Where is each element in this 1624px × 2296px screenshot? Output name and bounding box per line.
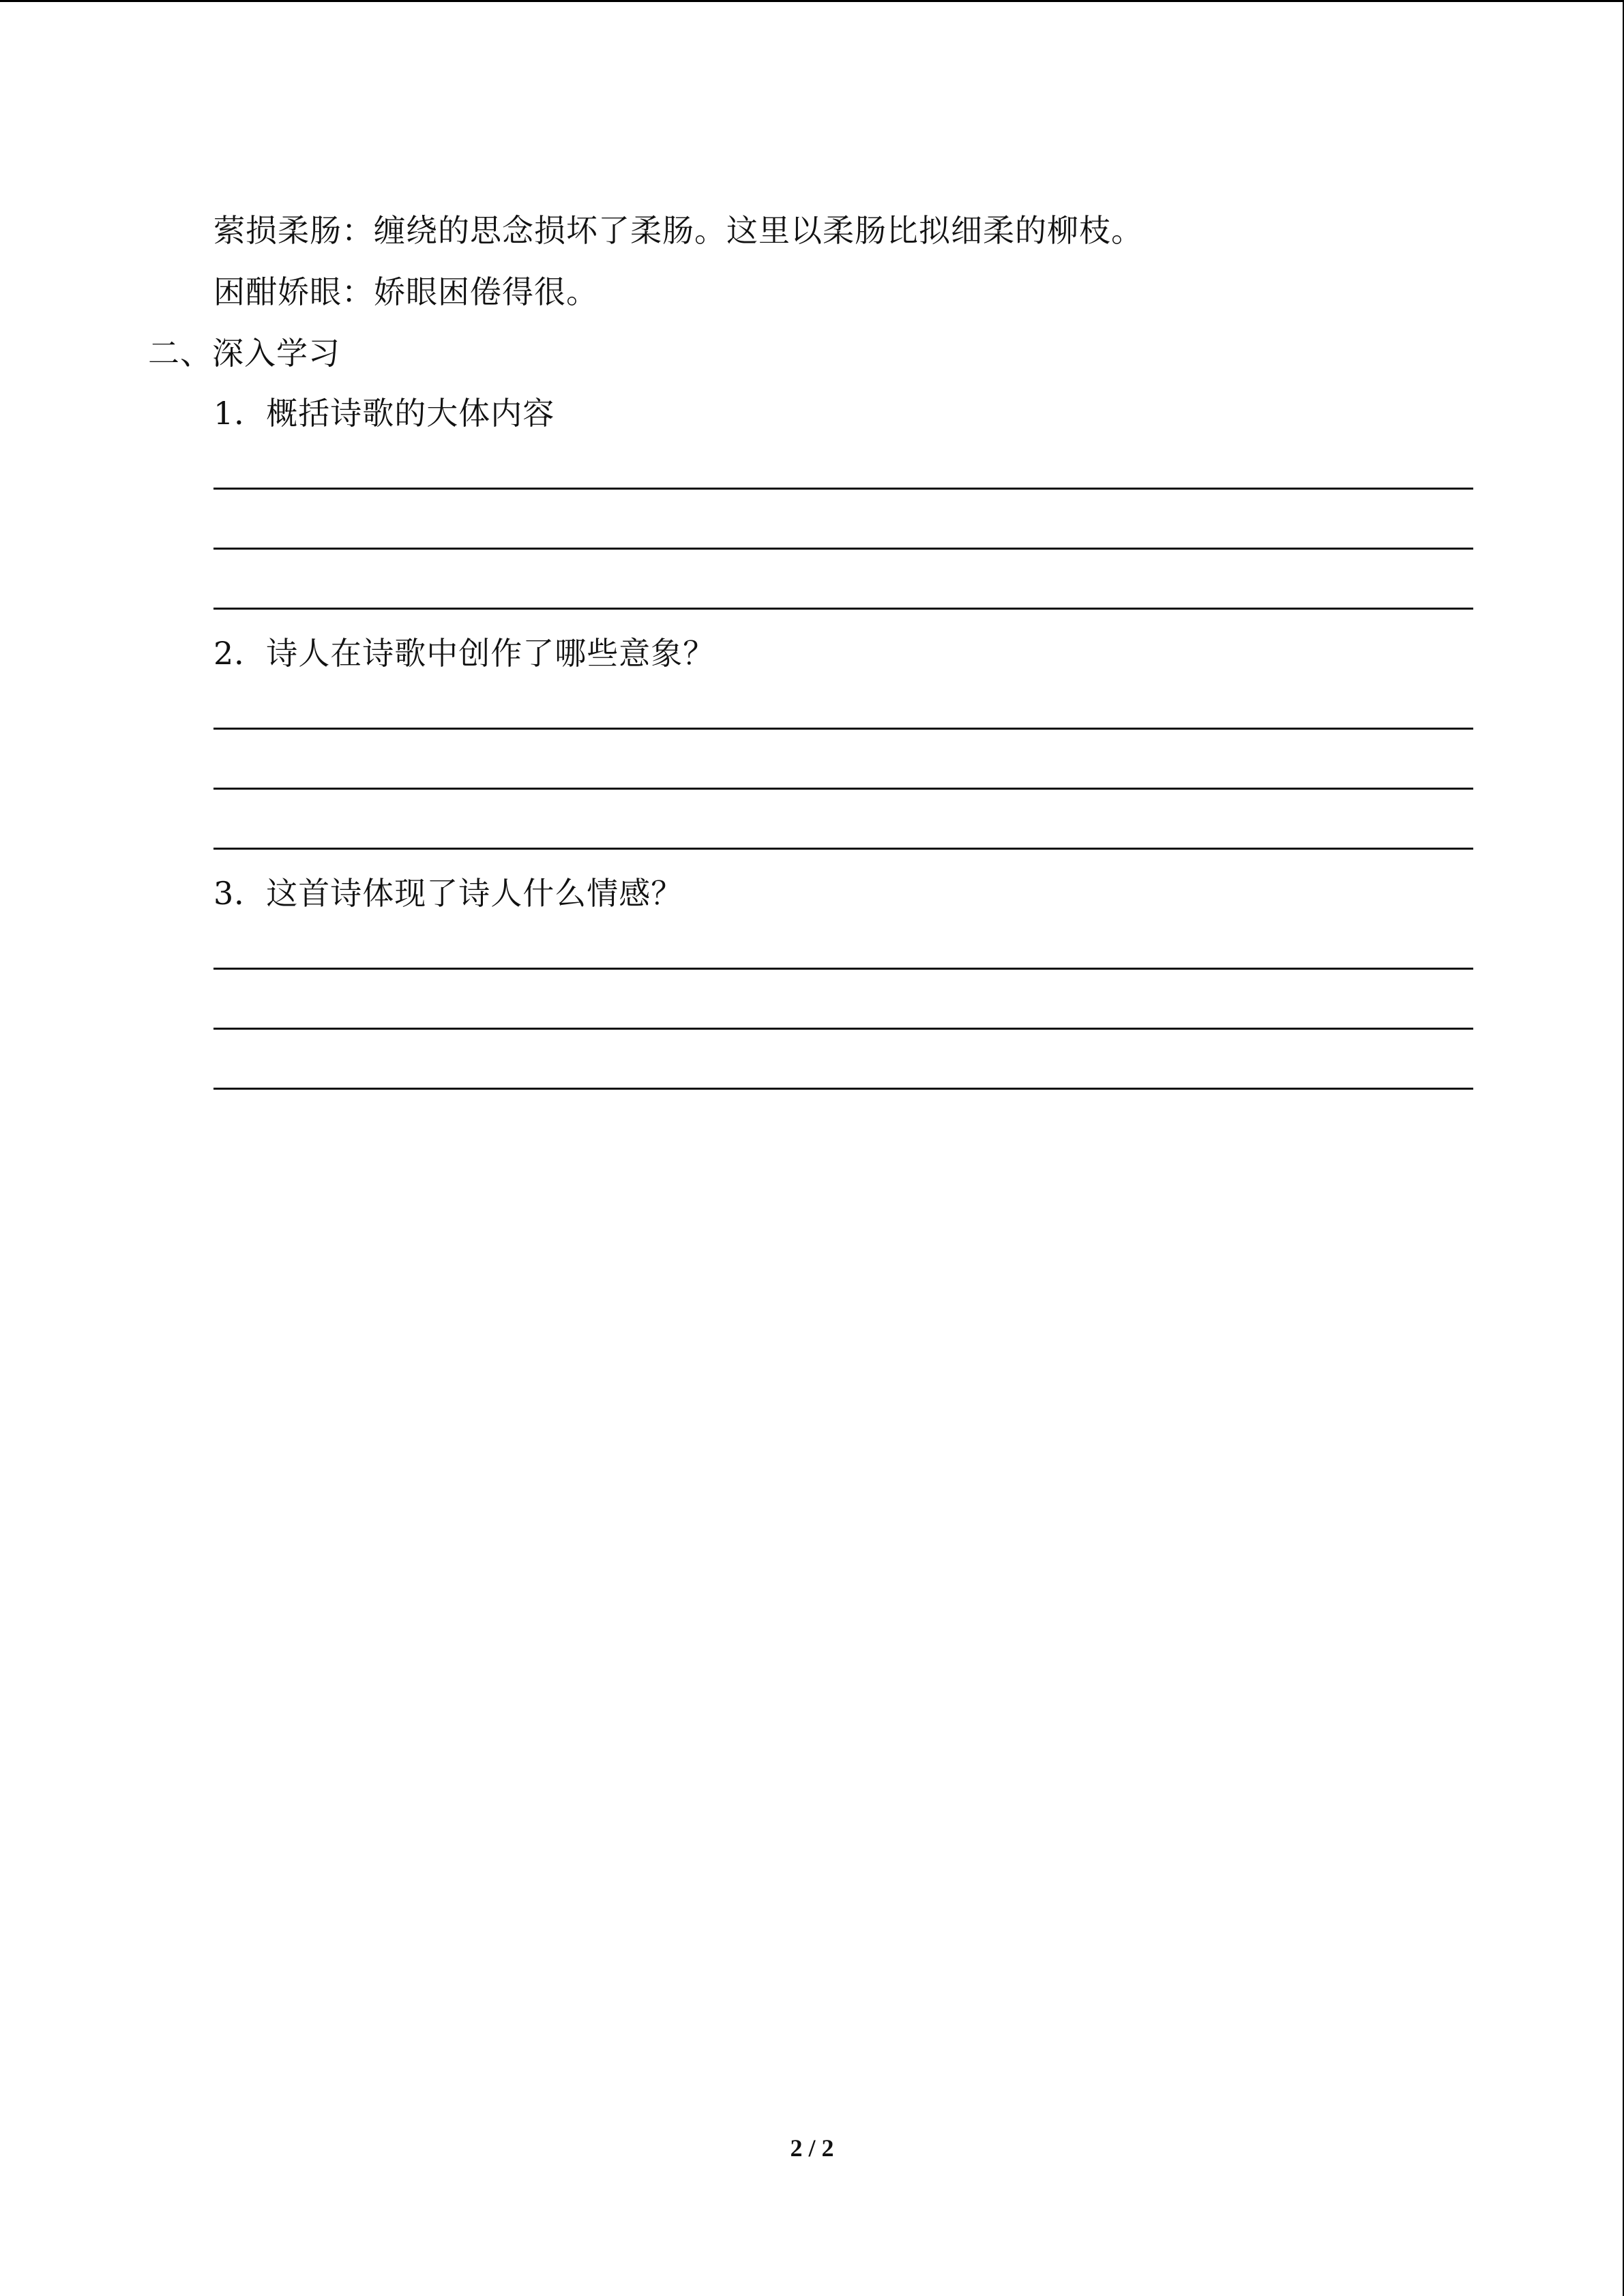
answer-line[interactable] bbox=[213, 848, 1473, 850]
page-top-border bbox=[0, 0, 1624, 2]
answer-line[interactable] bbox=[213, 728, 1473, 730]
page-number: 2 / 2 bbox=[790, 2134, 834, 2162]
answer-line[interactable] bbox=[213, 548, 1473, 550]
note-line-1: 萦损柔肠：缠绕的思念损坏了柔肠。这里以柔肠比拟细柔的柳枝。 bbox=[213, 212, 1143, 249]
answer-line[interactable] bbox=[213, 968, 1473, 970]
note-line-2: 困酣娇眼：娇眼困倦得很。 bbox=[213, 273, 598, 310]
question-3: 3．这首诗体现了诗人什么情感？ bbox=[213, 875, 683, 912]
answer-line[interactable] bbox=[213, 1028, 1473, 1030]
answer-line[interactable] bbox=[213, 1088, 1473, 1090]
question-2: 2．诗人在诗歌中创作了哪些意象？ bbox=[213, 635, 715, 672]
answer-line[interactable] bbox=[213, 488, 1473, 490]
answer-line[interactable] bbox=[213, 608, 1473, 610]
answer-line[interactable] bbox=[213, 788, 1473, 790]
question-1: 1．概括诗歌的大体内容 bbox=[213, 395, 555, 432]
section-heading: 二、深入学习 bbox=[148, 335, 340, 372]
